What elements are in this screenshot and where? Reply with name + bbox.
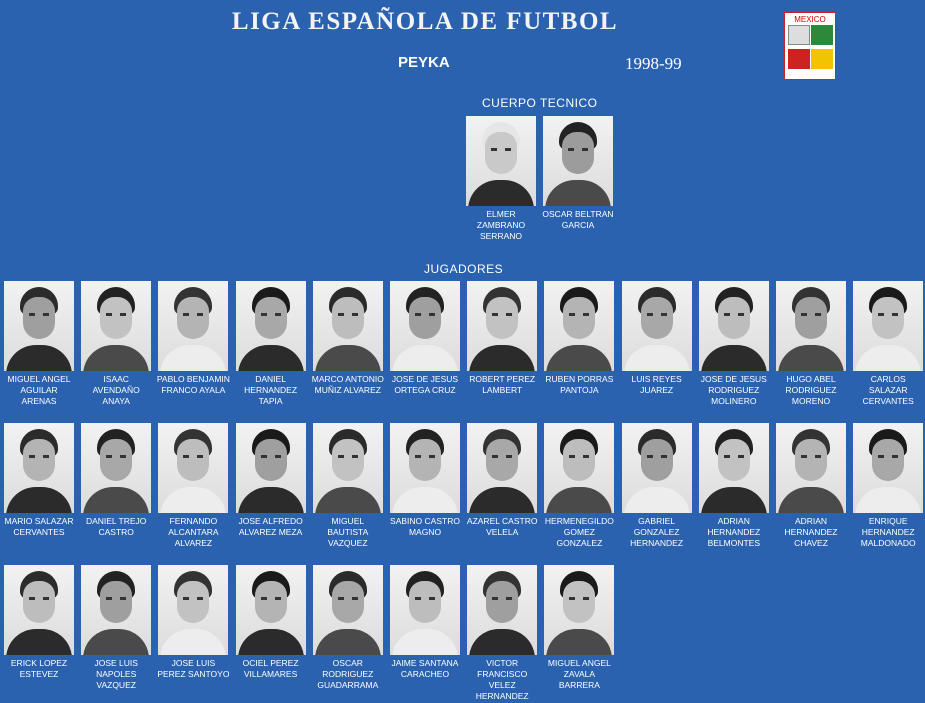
person-name: JOSE DE JESUS ORTEGA CRUZ bbox=[391, 374, 459, 395]
person-card bbox=[390, 423, 460, 538]
person-card bbox=[158, 565, 228, 680]
person-name: JOSE DE JESUS RODRIGUEZ MOLINERO bbox=[700, 374, 767, 406]
person-card bbox=[622, 281, 692, 396]
person-name: ADRIAN HERNANDEZ CHAVEZ bbox=[784, 516, 838, 548]
portrait-photo bbox=[466, 116, 536, 206]
person-name: HERMENEGILDO GOMEZ GONZALEZ bbox=[544, 516, 614, 548]
person-name: ENRIQUE HERNANDEZ MALDONADO bbox=[860, 516, 916, 548]
person-card bbox=[544, 423, 614, 549]
portrait-photo bbox=[4, 281, 74, 371]
portrait-photo bbox=[699, 423, 769, 513]
person-card bbox=[158, 281, 228, 396]
person-card bbox=[390, 281, 460, 396]
portrait-photo bbox=[81, 565, 151, 655]
league-crest-logo bbox=[784, 12, 836, 80]
badge-text: MEXICO bbox=[794, 15, 826, 24]
portrait-photo bbox=[699, 281, 769, 371]
portrait-photo bbox=[853, 423, 923, 513]
portrait-photo bbox=[81, 281, 151, 371]
person-card bbox=[390, 565, 460, 680]
portrait-photo bbox=[390, 565, 460, 655]
person-card bbox=[467, 281, 537, 396]
person-card bbox=[313, 281, 383, 396]
person-name: GABRIEL GONZALEZ HERNANDEZ bbox=[630, 516, 684, 548]
person-card bbox=[4, 565, 74, 680]
person-name: MIGUEL ANGEL AGUILAR ARENAS bbox=[7, 374, 71, 406]
person-name: JOSE LUIS PEREZ SANTOYO bbox=[157, 658, 230, 679]
portrait-photo bbox=[467, 423, 537, 513]
person-name: JOSE ALFREDO ALVAREZ MEZA bbox=[238, 516, 303, 537]
person-card bbox=[776, 423, 846, 549]
portrait-photo bbox=[543, 116, 613, 206]
person-name: ELMER ZAMBRANO SERRANO bbox=[476, 209, 526, 241]
person-card bbox=[699, 423, 769, 549]
person-name: HUGO ABEL RODRIGUEZ MORENO bbox=[785, 374, 837, 406]
person-name: FERNANDO ALCANTARA ALVAREZ bbox=[168, 516, 219, 548]
person-card bbox=[158, 423, 228, 549]
staff-section-title: CUERPO TECNICO bbox=[482, 96, 598, 110]
portrait-photo bbox=[158, 281, 228, 371]
portrait-photo bbox=[544, 565, 614, 655]
portrait-photo bbox=[467, 565, 537, 655]
person-name: OSCAR BELTRAN GARCIA bbox=[542, 209, 614, 230]
crest-quadrant-ball-red bbox=[788, 49, 810, 69]
person-card bbox=[543, 116, 613, 231]
person-card bbox=[467, 565, 537, 702]
person-card bbox=[4, 423, 74, 538]
portrait-photo bbox=[4, 565, 74, 655]
portrait-photo bbox=[622, 281, 692, 371]
season-label: 1998-99 bbox=[625, 54, 682, 73]
person-name: CARLOS SALAZAR CERVANTES bbox=[862, 374, 914, 406]
person-name: JOSE LUIS NAPOLES VAZQUEZ bbox=[94, 658, 138, 690]
person-card bbox=[466, 116, 536, 242]
person-card bbox=[544, 565, 614, 691]
person-name: DANIEL TREJO CASTRO bbox=[85, 516, 147, 537]
person-name: ROBERT PEREZ LAMBERT bbox=[469, 374, 536, 395]
person-name: VICTOR FRANCISCO VELEZ HERNANDEZ bbox=[475, 658, 529, 701]
person-card bbox=[313, 565, 383, 691]
person-name: JAIME SANTANA CARACHEO bbox=[391, 658, 459, 679]
person-name: LUIS REYES JUAREZ bbox=[631, 374, 682, 395]
portrait-photo bbox=[622, 423, 692, 513]
portrait-photo bbox=[4, 423, 74, 513]
portrait-photo bbox=[776, 423, 846, 513]
person-card bbox=[81, 565, 151, 691]
portrait-photo bbox=[390, 423, 460, 513]
person-card bbox=[81, 281, 151, 407]
portrait-photo bbox=[390, 281, 460, 371]
person-name: ERICK LOPEZ ESTEVEZ bbox=[10, 658, 68, 679]
person-card bbox=[699, 281, 769, 407]
person-card bbox=[236, 281, 306, 407]
page-title: LIGA ESPAÑOLA DE FUTBOL bbox=[231, 8, 619, 35]
portrait-photo bbox=[158, 423, 228, 513]
person-name: DANIEL HERNANDEZ TAPIA bbox=[244, 374, 298, 406]
person-name: MIGUEL BAUTISTA VAZQUEZ bbox=[327, 516, 369, 548]
portrait-photo bbox=[313, 281, 383, 371]
portrait-photo bbox=[544, 281, 614, 371]
person-card bbox=[467, 423, 537, 538]
person-name: SABINO CASTRO MAGNO bbox=[390, 516, 460, 537]
team-name: PEYKA bbox=[398, 54, 450, 71]
person-card bbox=[853, 423, 923, 549]
person-name: OCIEL PEREZ VILLAMARES bbox=[242, 658, 299, 679]
players-section-title: JUGADORES bbox=[424, 262, 504, 276]
person-card bbox=[313, 423, 383, 549]
person-card bbox=[544, 281, 614, 396]
person-card bbox=[236, 423, 306, 538]
person-card bbox=[81, 423, 151, 538]
portrait-photo bbox=[853, 281, 923, 371]
person-name: OSCAR RODRIGUEZ GUADARRAMA bbox=[317, 658, 379, 690]
portrait-photo bbox=[467, 281, 537, 371]
portrait-photo bbox=[544, 423, 614, 513]
person-name: ISAAC AVENDAÑO ANAYA bbox=[92, 374, 140, 406]
person-card bbox=[4, 281, 74, 407]
portrait-photo bbox=[313, 423, 383, 513]
person-name: AZAREL CASTRO VELELA bbox=[466, 516, 538, 537]
person-card bbox=[853, 281, 923, 407]
portrait-photo bbox=[81, 423, 151, 513]
person-name: MIGUEL ANGEL ZAVALA BARRERA bbox=[547, 658, 611, 690]
person-card bbox=[236, 565, 306, 680]
crest-quadrant-ball bbox=[811, 25, 833, 45]
crest-quadrant-lion bbox=[811, 49, 833, 69]
person-name: ADRIAN HERNANDEZ BELMONTES bbox=[707, 516, 761, 548]
portrait-photo bbox=[158, 565, 228, 655]
portrait-photo bbox=[236, 423, 306, 513]
person-name: MARCO ANTONIO MUÑIZ ALVAREZ bbox=[311, 374, 384, 395]
portrait-photo bbox=[236, 281, 306, 371]
portrait-photo bbox=[313, 565, 383, 655]
person-name: MARIO SALAZAR CERVANTES bbox=[4, 516, 74, 537]
crest-quadrant-eagle bbox=[788, 25, 810, 45]
person-card bbox=[622, 423, 692, 549]
person-name: PABLO BENJAMIN FRANCO AYALA bbox=[156, 374, 230, 395]
portrait-photo bbox=[236, 565, 306, 655]
person-name: RUBEN PORRAS PANTOJA bbox=[545, 374, 614, 395]
person-card bbox=[776, 281, 846, 407]
portrait-photo bbox=[776, 281, 846, 371]
